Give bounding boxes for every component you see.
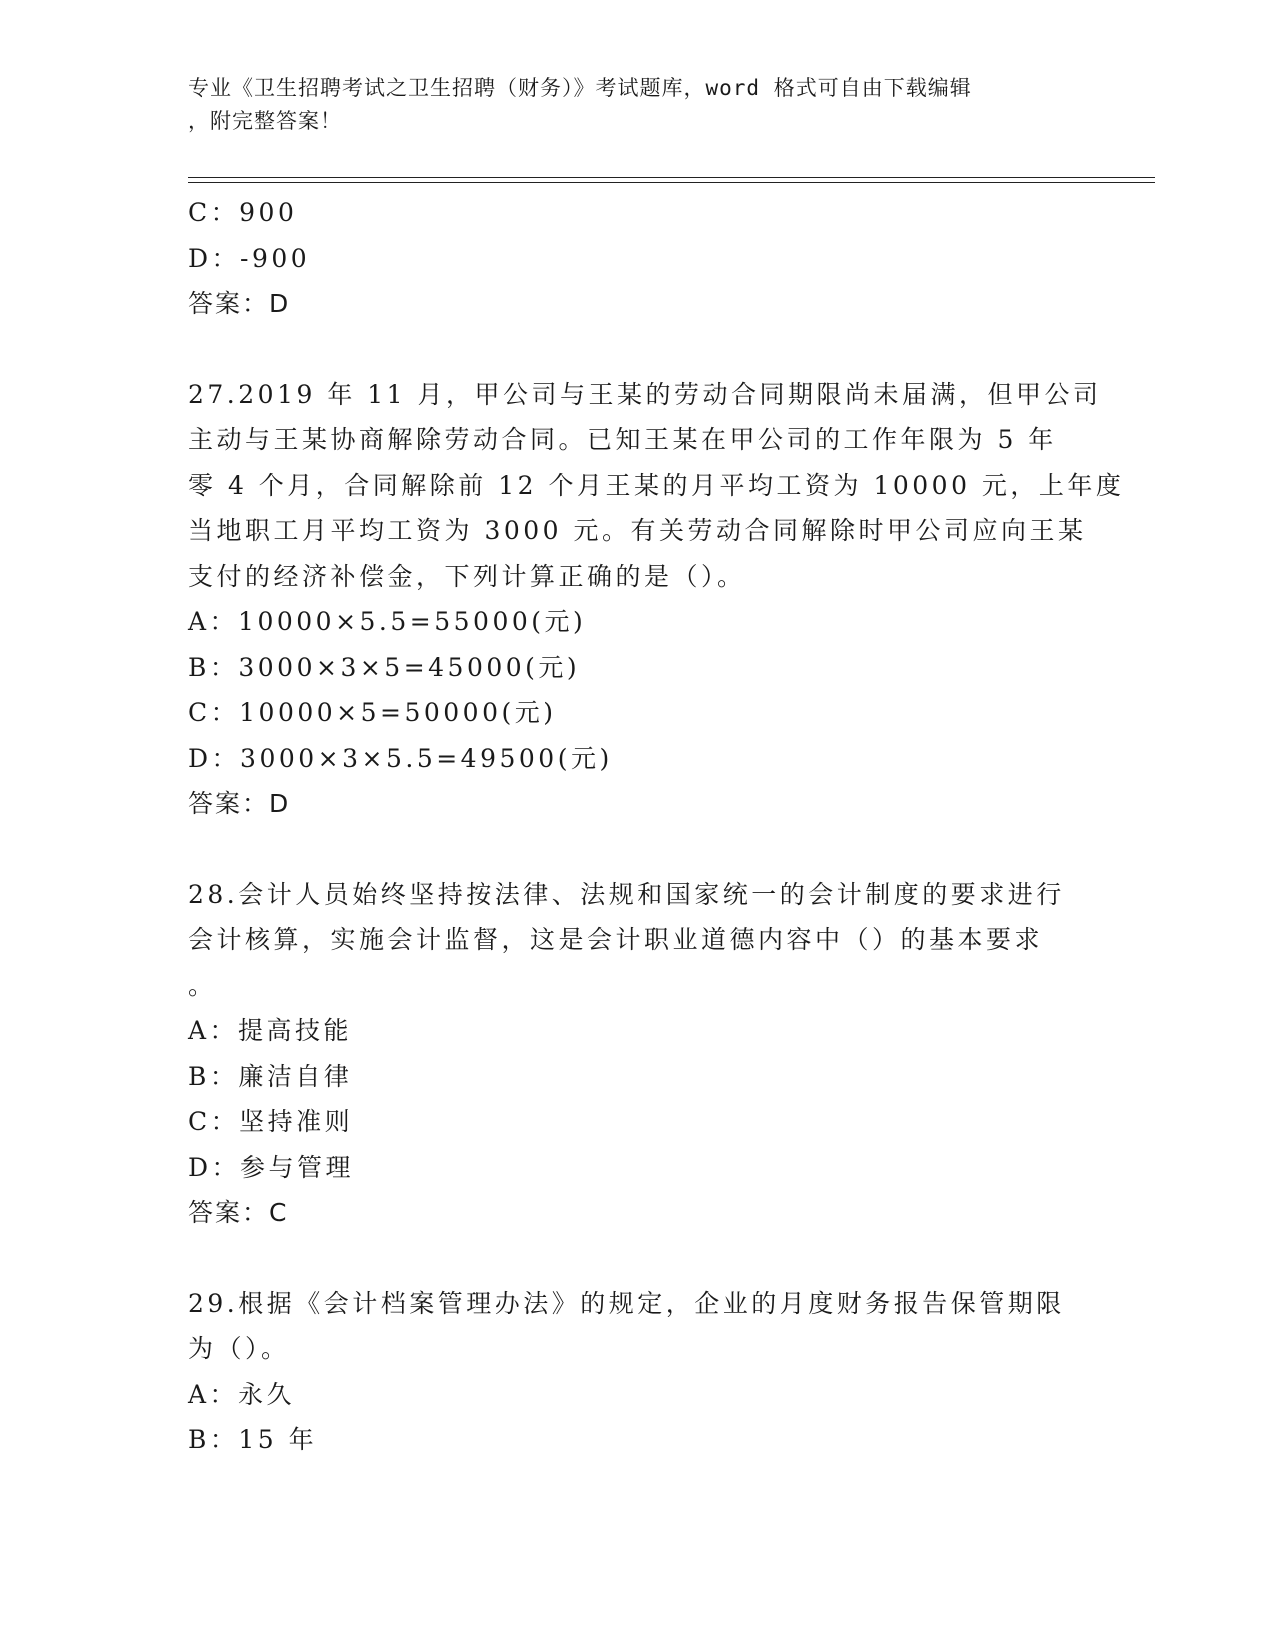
question-stem-line: 27.2019 年 11 月，甲公司与王某的劳动合同期限尚未届满，但甲公司 (188, 379, 1102, 409)
option-c: C：10000×5=50000(元) (188, 698, 557, 727)
header-divider-top (188, 177, 1155, 178)
question-stem-line: 28.会计人员始终坚持按法律、法规和国家统一的会计制度的要求进行 (188, 879, 1065, 909)
header-line-1: 专业《卫生招聘考试之卫生招聘（财务）》考试题库，word 格式可自由下载编辑 (188, 76, 972, 100)
question-stem-line: 零 4 个月，合同解除前 12 个月王某的月平均工资为 10000 元，上年度 (188, 470, 1125, 500)
question-stem-line: 当地职工月平均工资为 3000 元。有关劳动合同解除时甲公司应向王某 (188, 516, 1087, 545)
question-content (188, 190, 1125, 1463)
option-a: A：永久 (188, 1379, 296, 1409)
question-28 (188, 872, 1088, 1236)
option-b: B：廉洁自律 (188, 1061, 353, 1091)
question-stem-line: 支付的经济补偿金，下列计算正确的是（）。 (188, 561, 746, 591)
document-header (188, 72, 1068, 138)
spacer (188, 1236, 1088, 1281)
header-divider-bottom (188, 182, 1155, 183)
question-26-tail (188, 190, 1088, 327)
question-stem-line: 会计核算，实施会计监督，这是会计职业道德内容中（）的基本要求 (188, 925, 1044, 954)
answer-line: 答案：D (188, 789, 291, 818)
option-d: D：3000×3×5.5=49500(元) (188, 743, 613, 773)
spacer (188, 327, 1088, 372)
question-stem-line: 29.根据《会计档案管理办法》的规定，企业的月度财务报告保管期限 (188, 1288, 1065, 1318)
spacer (188, 827, 1088, 872)
option-c: C：900 (188, 198, 298, 227)
option-d: D：参与管理 (188, 1152, 355, 1182)
option-b: B：3000×3×5=45000(元) (188, 652, 581, 682)
question-stem-line: 为（）。 (188, 1334, 290, 1363)
option-a: A：提高技能 (188, 1016, 353, 1045)
answer-line: 答案：D (188, 289, 291, 318)
question-29 (188, 1281, 1088, 1463)
header-line-2: ，附完整答案！ (188, 109, 342, 133)
question-stem-line: 主动与王某协商解除劳动合同。已知王某在甲公司的工作年限为 5 年 (188, 425, 1057, 454)
question-stem-line: 。 (188, 970, 217, 1000)
option-d: D：-900 (188, 243, 311, 273)
question-27 (188, 372, 1125, 827)
option-a: A：10000×5.5=55000(元) (188, 607, 587, 636)
option-b: B：15 年 (188, 1425, 318, 1454)
answer-line: 答案：C (188, 1198, 289, 1227)
option-c: C：坚持准则 (188, 1107, 354, 1136)
